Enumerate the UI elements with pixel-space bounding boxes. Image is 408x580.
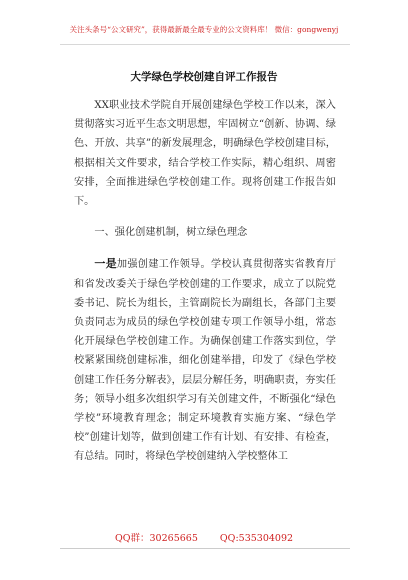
top-banner: 关注头条号“公文研究”，获得最新最全最专业的公文资料库！ 微信：gongwenyj <box>69 25 339 34</box>
section-heading: 一、强化创建机制，树立绿色理念 <box>94 227 248 239</box>
section-paragraph <box>74 254 336 466</box>
lead-phrase: 一是 <box>94 257 117 271</box>
header-divider <box>60 44 350 45</box>
qq-group-text: QQ群：30265665 <box>114 533 198 544</box>
footer-contact <box>0 533 408 545</box>
footer-divider <box>60 548 350 549</box>
section-paragraph-text: 加强创建工作领导。学校认真贯彻落实省教育厅和省发改委关于绿色学校创建的工作要求，成立了以院党委书记、院长为组长，主管副院长为副组长，各部门主要负责同志为成员的绿色学校创建专项工作领导小组，常态化开展绿色学校创建工作。为确保创建工作落实到位，学校紧紧围绕创建标准，细化创建举措，印发了《绿色学校创建工作任务分解表》，层层分解任务，明确职责，夯实任务；领导小组多次组织学习有关创建文件，不断强化“绿色学校”环境教育理念；制定环境教育实施方案、“绿色学校”创建计划等，做到创建工作有计划、有安排、有检查，有总结。同时，将绿色学校创建纳入学校整体工 <box>74 259 336 463</box>
document-title: 大学绿色学校创建自评工作报告 <box>130 71 278 83</box>
document-body <box>74 96 336 467</box>
intro-paragraph: XX职业技术学院自开展创建绿色学校工作以来，深入贯彻落实习近平生态文明思想，牢固树立“创新、协调、绿色、开放、共享”的新发展理念，明确绿色学校创建目标，根据相关文件要求，结合学校工作实际，精心组织、周密安排，全面推进绿色学校创建工作。现将创建工作报告如下。 <box>74 100 336 208</box>
qq-text: QQ:535304092 <box>219 533 294 544</box>
